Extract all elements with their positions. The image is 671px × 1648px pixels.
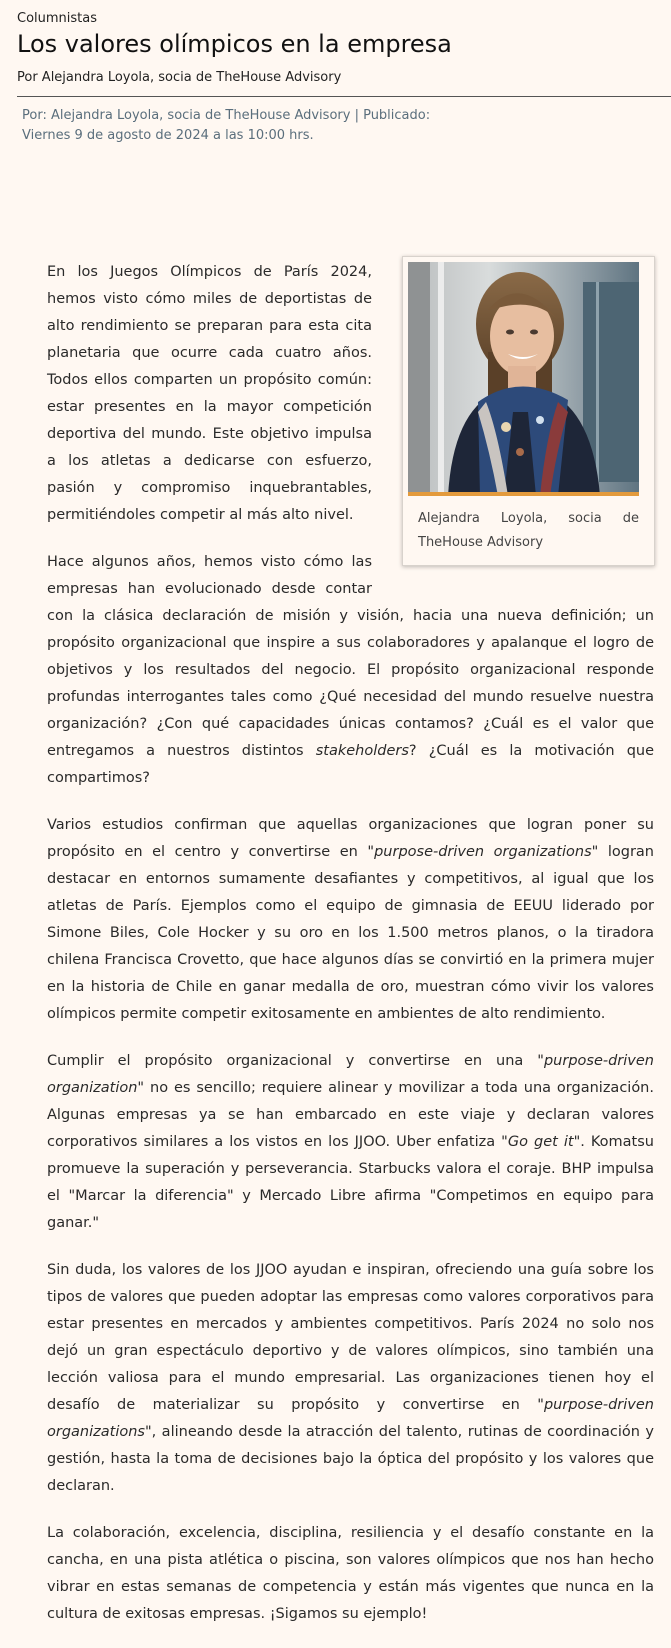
emphasis-purpose-driven: "purpose-driven organizations" [367,844,599,860]
article-body [47,259,654,1648]
paragraph-6: La colaboración, excelencia, disciplina, resiliencia y el desafío constante en la cancha, en una pista atlética o piscina, son valores olímpicos que nos han hecho vibrar en estas semanas de competencia y están más vigentes que nunca en la cultura de exitosas empresas. ¡Sigamos su ejemplo! [47,1525,654,1622]
emphasis-go-get-it: Go get it [507,1134,574,1150]
emphasis-purpose-driven: "purpose-driven organization" [47,1053,654,1096]
author-photo-figure [402,256,655,566]
paragraph-2: Hace algunos años, hemos visto cómo las empresas han evolucionado desde contar con la clásica declaración de misión y visión, hacia una nueva definición; un propósito organizacional que inspire a sus colaboradores y apalanque el logro de objetivos y los resultados del negocio. El propósito organizacional responde profundas interrogantes tales como ¿Qué necesidad del mundo resuelve nuestra organización? ¿Con qué capacidades únicas contamos? ¿Cuál es el valor que entregamos a nuestros distintos stakeholders? ¿Cuál es la motivación que compartimos? [47,554,655,786]
paragraph-5: Sin duda, los valores de los JJOO ayudan e inspiran, ofreciendo una guía sobre los tipos de valores que pueden adoptar las empresas como valores corporativos para estar presentes en mercados y ambientes competitivos. París 2024 no solo nos dejó un gran espectáculo deportivo y de valores olímpicos, sino también una lección valiosa para el mundo empresarial. Las organizaciones tienen hoy el desafío de materializar su propósito y convertirse en "purpose-driven organizations", alineando desde la atracción del talento, rutinas de coordinación y gestión, hasta la toma de decisiones bajo la óptica del propósito y los valores que declaran. [47,1262,654,1494]
author-photo[interactable] [408,262,639,496]
article-header [0,0,671,87]
author-byline: Por Alejandra Loyola, socia de TheHouse Advisory [17,70,342,85]
publication-meta: Por: Alejandra Loyola, socia de TheHouse Advisory | Publicado: Viernes 9 de agosto de 2024 a las 10:00 hrs. [22,108,431,143]
emphasis-purpose-driven: "purpose-driven organizations" [47,1397,654,1440]
header-divider [17,96,671,97]
paragraph-1: En los Juegos Olímpicos de París 2024, hemos visto cómo miles de deportistas de alto rendimiento se preparan para esta cita planetaria que ocurre cada cuatro años. Todos ellos comparten un propósito común: estar presentes en la mayor competición deportiva del mundo. Este objetivo impulsa a los atletas a dedicarse con esfuerzo, pasión y compromiso inquebrantables, permitiéndoles competir al más alto nivel. [47,264,372,523]
emphasis-stakeholders: stakeholders [315,743,409,759]
paragraph-3: Varios estudios confirman que aquellas organizaciones que logran poner su propósito en el centro y convertirse en "purpose-driven organizations" logran destacar en entornos sumamente desafiantes y competitivos, al igual que los atletas de París. Ejemplos como el equipo de gimnasia de EEUU liderado por Simone Biles, Cole Hocker y su oro en los 1.500 metros planos, o la tiradora chilena Francisca Crovetto, que hace algunos días se convirtió en la primera mujer en la historia de Chile en ganar medalla de oro, muestran cómo vivir los valores olímpicos permite competir exitosamente en ambientes de alto rendimiento. [47,817,654,1022]
photo-caption: Alejandra Loyola, socia de TheHouse Advisory [418,511,639,550]
page-title: Los valores olímpicos en la empresa [17,30,452,58]
paragraph-4: Cumplir el propósito organizacional y convertirse en una "purpose-driven organization" no es sencillo; requiere alinear y movilizar a toda una organización. Algunas empresas ya se han embarcado en este viaje y declaran valores corporativos similares a los vistos en los JJOO. Uber enfatiza "Go get it". Komatsu promueve la superación y perseverancia. Starbucks valora el coraje. BHP impulsa el "Marcar la diferencia" y Mercado Libre afirma "Competimos en equipo para ganar." [47,1053,654,1231]
section-label[interactable]: Columnistas [17,11,98,26]
